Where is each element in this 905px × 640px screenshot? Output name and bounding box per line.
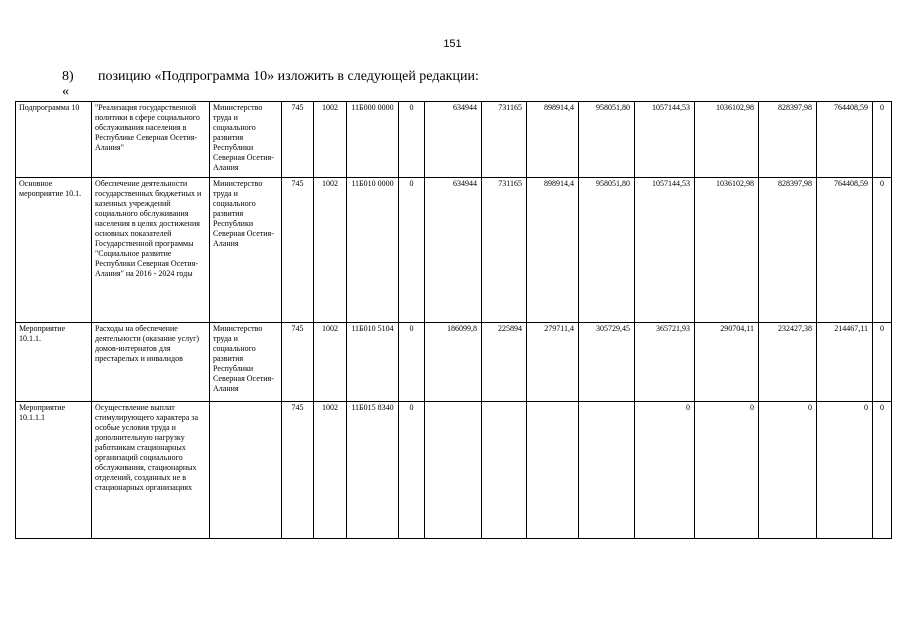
table-row xyxy=(16,402,892,539)
cell-year-value xyxy=(579,402,635,539)
cell-year-value xyxy=(482,402,527,539)
cell-csr: 11Б000 0000 xyxy=(347,102,399,178)
cell-name: Обеспечение деятельности государственных бюджетных и казенных учреждений социального обслуживания населения в целях достижения основных показателей Государственной программы "Социальное развитие Республики Северная Осетия-Алания" на 2016 - 2024 годы xyxy=(92,178,210,323)
cell-year-value: 958051,80 xyxy=(579,102,635,178)
cell-responsible xyxy=(210,402,282,539)
table-row xyxy=(16,323,892,402)
cell-year-value xyxy=(527,402,579,539)
cell-name: Осуществление выплат стимулирующего характера за особые условия труда и дополнительную нагрузку работникам стационарных организаций социального обслуживания, стационарных отделений, созданных не в стационарных организациях xyxy=(92,402,210,539)
cell-year-value: 958051,80 xyxy=(579,178,635,323)
cell-year-value: 225894 xyxy=(482,323,527,402)
cell-grbs: 745 xyxy=(282,178,314,323)
cell-grbs: 745 xyxy=(282,323,314,402)
item-number: 8) xyxy=(62,69,74,84)
table-row xyxy=(16,178,892,323)
cell-year-value: 0 xyxy=(873,323,892,402)
cell-kind: Мероприятие 10.1.1. xyxy=(16,323,92,402)
budget-table xyxy=(15,101,892,539)
cell-rz-pr: 1002 xyxy=(314,323,347,402)
cell-year-value: 828397,98 xyxy=(759,178,817,323)
cell-year-value: 1057144,53 xyxy=(635,178,695,323)
cell-year-value: 305729,45 xyxy=(579,323,635,402)
cell-vr: 0 xyxy=(399,102,425,178)
cell-year-value: 214467,11 xyxy=(817,323,873,402)
cell-responsible: Министерство труда и социального развития Республики Северная Осетия-Алания xyxy=(210,178,282,323)
cell-year-value: 1036102,98 xyxy=(695,102,759,178)
cell-name: "Реализация государственной политики в сфере социального обслуживания населения в Республике Северная Осетия-Алания" xyxy=(92,102,210,178)
cell-year-value: 828397,98 xyxy=(759,102,817,178)
cell-year-value: 1057144,53 xyxy=(635,102,695,178)
opening-quote: « xyxy=(62,84,69,99)
cell-kind: Подпрограмма 10 xyxy=(16,102,92,178)
cell-name: Расходы на обеспечение деятельности (оказание услуг) домов-интернатов для престарелых и инвалидов xyxy=(92,323,210,402)
cell-year-value: 634944 xyxy=(425,178,482,323)
cell-year-value: 0 xyxy=(695,402,759,539)
cell-csr: 11Б015 8340 xyxy=(347,402,399,539)
cell-vr: 0 xyxy=(399,323,425,402)
cell-year-value xyxy=(425,402,482,539)
cell-responsible: Министерство труда и социального развития Республики Северная Осетия-Алания xyxy=(210,323,282,402)
cell-year-value: 0 xyxy=(759,402,817,539)
cell-grbs: 745 xyxy=(282,402,314,539)
cell-year-value: 290704,11 xyxy=(695,323,759,402)
cell-year-value: 731165 xyxy=(482,178,527,323)
cell-kind: Мероприятие 10.1.1.1 xyxy=(16,402,92,539)
cell-grbs: 745 xyxy=(282,102,314,178)
instruction-line xyxy=(62,69,479,85)
cell-year-value: 0 xyxy=(635,402,695,539)
page-number: 151 xyxy=(443,38,462,50)
cell-year-value: 279711,4 xyxy=(527,323,579,402)
cell-year-value: 365721,93 xyxy=(635,323,695,402)
cell-year-value: 186099,8 xyxy=(425,323,482,402)
cell-year-value: 898914,4 xyxy=(527,102,579,178)
cell-rz-pr: 1002 xyxy=(314,178,347,323)
cell-year-value: 0 xyxy=(873,102,892,178)
cell-kind: Основное мероприятие 10.1. xyxy=(16,178,92,323)
cell-responsible: Министерство труда и социального развития Республики Северная Осетия-Алания xyxy=(210,102,282,178)
cell-rz-pr: 1002 xyxy=(314,102,347,178)
cell-csr: 11Б010 0000 xyxy=(347,178,399,323)
cell-rz-pr: 1002 xyxy=(314,402,347,539)
cell-year-value: 0 xyxy=(873,178,892,323)
cell-year-value: 0 xyxy=(873,402,892,539)
cell-year-value: 232427,38 xyxy=(759,323,817,402)
cell-year-value: 0 xyxy=(817,402,873,539)
cell-year-value: 634944 xyxy=(425,102,482,178)
table-row xyxy=(16,102,892,178)
cell-year-value: 764408,59 xyxy=(817,178,873,323)
cell-csr: 11Б010 5104 xyxy=(347,323,399,402)
cell-year-value: 898914,4 xyxy=(527,178,579,323)
instruction-text: позицию «Подпрограмма 10» изложить в следующей редакции: xyxy=(98,69,479,84)
cell-year-value: 1036102,98 xyxy=(695,178,759,323)
cell-vr: 0 xyxy=(399,178,425,323)
cell-year-value: 731165 xyxy=(482,102,527,178)
cell-year-value: 764408,59 xyxy=(817,102,873,178)
cell-vr: 0 xyxy=(399,402,425,539)
